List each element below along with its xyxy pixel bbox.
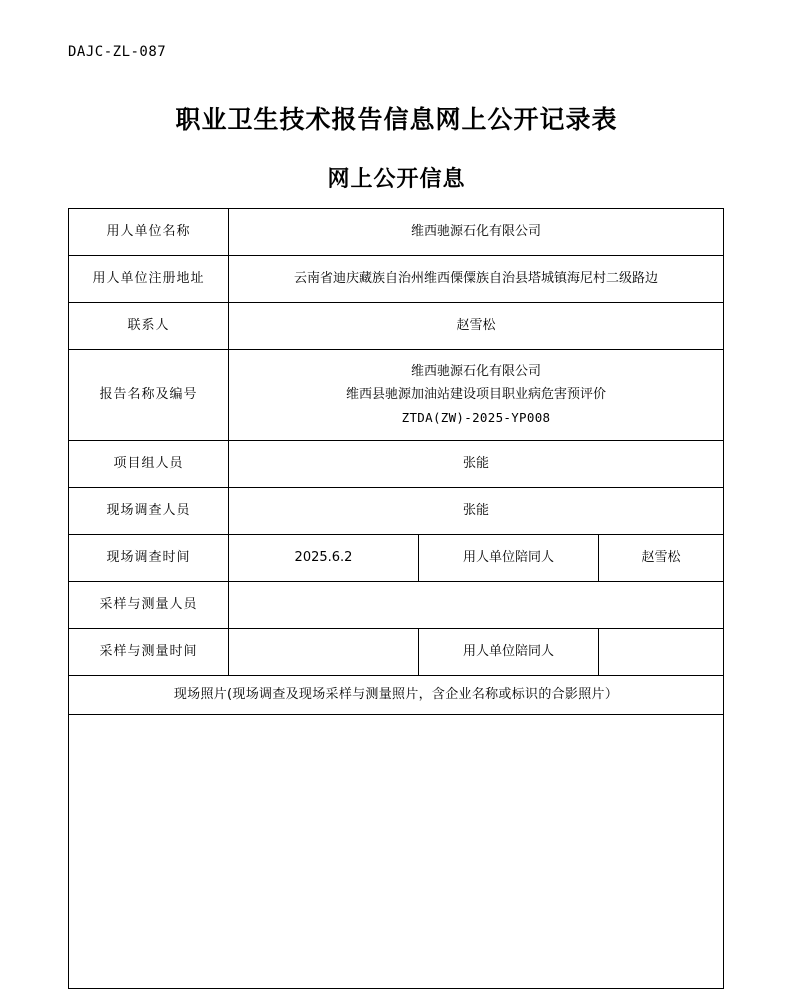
survey-time-value: 2025.6.2: [229, 535, 419, 582]
sampling-accompany-value: [599, 629, 724, 676]
public-disclosure-table: [68, 208, 724, 989]
table-row: [69, 676, 724, 715]
table-row: [69, 303, 724, 350]
report-line-1: 维西驰源石化有限公司: [410, 364, 541, 380]
page-subtitle: 网上公开信息: [327, 167, 466, 192]
report-name-value: [229, 350, 724, 441]
sampling-staff-value: [229, 582, 724, 629]
document-code: DAJC-ZL-087: [68, 44, 167, 60]
survey-accompany-value: 赵雪松: [599, 535, 724, 582]
table-row: [69, 535, 724, 582]
employer-address-label: 用人单位注册地址: [69, 256, 229, 303]
table-row: [69, 209, 724, 256]
sampling-staff-label: 采样与测量人员: [69, 582, 229, 629]
survey-accompany-label: 用人单位陪同人: [419, 535, 599, 582]
table-row: [69, 715, 724, 989]
table-row: [69, 488, 724, 535]
page-title: 职业卫生技术报告信息网上公开记录表: [175, 105, 618, 134]
table-row: [69, 582, 724, 629]
site-photos-area: [69, 715, 724, 989]
survey-time-label: 现场调查时间: [69, 535, 229, 582]
table-row: [69, 629, 724, 676]
table-row: [69, 350, 724, 441]
table-row: [69, 441, 724, 488]
employer-name-label: 用人单位名称: [69, 209, 229, 256]
report-line-3: ZTDA(ZW)-2025-YP008: [401, 409, 551, 425]
contact-label: 联系人: [69, 303, 229, 350]
site-photos-header: 现场照片(现场调查及现场采样与测量照片，含企业名称或标识的合影照片）: [69, 676, 724, 715]
project-team-label: 项目组人员: [69, 441, 229, 488]
contact-value: 赵雪松: [229, 303, 724, 350]
survey-staff-value: 张能: [229, 488, 724, 535]
sampling-time-value: [229, 629, 419, 676]
report-name-label: 报告名称及编号: [69, 350, 229, 441]
employer-address-value: 云南省迪庆藏族自治州维西傈僳族自治县塔城镇海尼村二级路边: [229, 256, 724, 303]
table-row: [69, 256, 724, 303]
survey-staff-label: 现场调查人员: [69, 488, 229, 535]
sampling-time-label: 采样与测量时间: [69, 629, 229, 676]
project-team-value: 张能: [229, 441, 724, 488]
report-line-2: 维西县驰源加油站建设项目职业病危害预评价: [345, 387, 606, 403]
sampling-accompany-label: 用人单位陪同人: [419, 629, 599, 676]
employer-name-value: 维西驰源石化有限公司: [229, 209, 724, 256]
